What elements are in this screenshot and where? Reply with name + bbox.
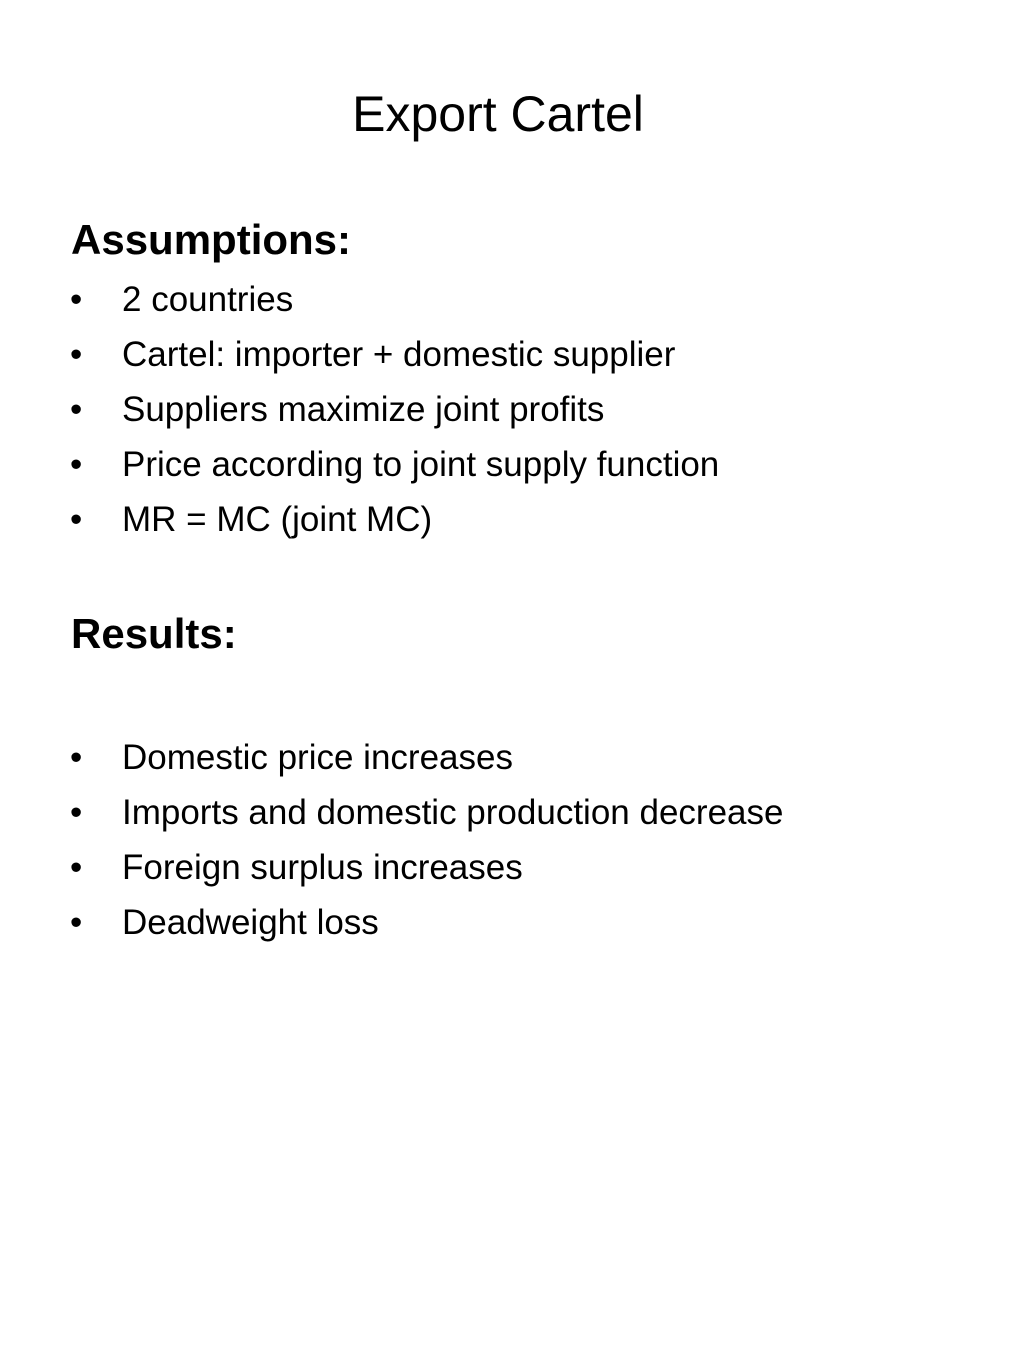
assumption-text: Price according to joint supply function xyxy=(122,445,720,484)
bullet-icon: • xyxy=(70,335,83,374)
bullet-icon: • xyxy=(70,903,83,942)
bullet-icon: • xyxy=(70,738,83,777)
bullet-icon: • xyxy=(70,500,83,539)
result-text: Deadweight loss xyxy=(122,903,379,942)
result-text: Foreign surplus increases xyxy=(122,848,523,887)
bullet-icon: • xyxy=(70,793,83,832)
bullet-icon: • xyxy=(70,280,83,319)
bullet-icon: • xyxy=(70,848,83,887)
bullet-icon: • xyxy=(70,390,83,429)
result-text: Imports and domestic production decrease xyxy=(122,793,784,832)
slide-title: Export Cartel xyxy=(352,86,644,142)
assumption-text: Cartel: importer + domestic supplier xyxy=(122,335,676,374)
assumption-text: 2 countries xyxy=(122,280,294,319)
results-heading: Results: xyxy=(71,610,237,657)
assumptions-heading: Assumptions: xyxy=(71,216,352,263)
assumption-text: Suppliers maximize joint profits xyxy=(122,390,605,429)
result-text: Domestic price increases xyxy=(122,738,513,777)
bullet-icon: • xyxy=(70,445,83,484)
assumption-text: MR = MC (joint MC) xyxy=(122,500,433,539)
